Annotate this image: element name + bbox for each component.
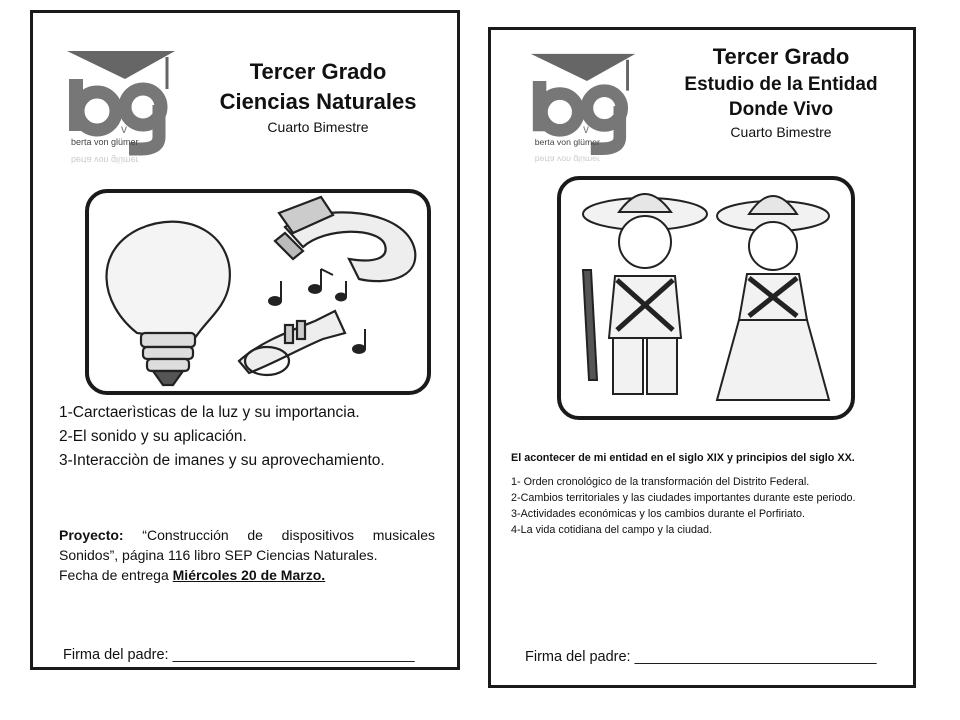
- project-paragraph: [59, 525, 435, 565]
- title-block: [198, 57, 438, 137]
- topic-item: 3-Interacciòn de imanes y su aprovechamiento.: [59, 452, 385, 469]
- trumpet-icon: [239, 311, 345, 375]
- svg-text:v: v: [121, 122, 127, 136]
- topic-item: 2-El sonido y su aplicación.: [59, 428, 247, 445]
- flyer-estudio-entidad: [488, 27, 916, 688]
- school-logo: [527, 46, 643, 174]
- svg-text:berta von glümer: berta von glümer: [534, 136, 600, 147]
- science-illustration: [85, 189, 431, 395]
- due-date-line: [59, 565, 435, 585]
- parent-signature-line: Firma del padre: ______________________________: [525, 649, 877, 665]
- period-label: Cuarto Bimestre: [267, 119, 369, 135]
- topic-item: 4-La vida cotidiana del campo y la ciudad.: [511, 524, 713, 536]
- project-label: Proyecto:: [59, 527, 124, 543]
- grade-title: Tercer Grado: [712, 44, 850, 69]
- topic-list: [511, 450, 895, 538]
- period-label: Cuarto Bimestre: [730, 124, 832, 140]
- subject-title-line1: Estudio de la Entidad: [684, 74, 878, 95]
- topic-item: 1-Carctaerìsticas de la luz y su importancia.: [59, 404, 360, 421]
- svg-text:berta von glümer: berta von glümer: [71, 155, 139, 165]
- school-logo: [63, 45, 183, 173]
- light-bulb-icon: [106, 222, 229, 385]
- magnet-icon: [275, 197, 415, 281]
- topic-item: 1- Orden cronológico de la transformación del Distrito Federal.: [511, 476, 810, 488]
- subject-title: Ciencias Naturales: [219, 89, 417, 114]
- boy-figure-icon: [583, 194, 707, 394]
- topic-item: 2-Cambios territoriales y las ciudades importantes durante este periodo.: [511, 492, 856, 504]
- topic-intro: El acontecer de mi entidad en el siglo XIX y principios del siglo XX.: [511, 452, 855, 464]
- project-description: “Construcción de dispositivos musicales Sonidos”, página 116 libro SEP Ciencias Naturales.: [59, 527, 435, 563]
- project-section: [59, 525, 435, 585]
- subject-title-line2: Donde Vivo: [728, 99, 834, 120]
- svg-text:berta von glümer: berta von glümer: [71, 137, 139, 147]
- flyer-ciencias-naturales: [30, 10, 460, 670]
- svg-text:v: v: [583, 123, 589, 137]
- grade-title: Tercer Grado: [249, 59, 387, 84]
- due-date: Miércoles 20 de Marzo.: [172, 567, 326, 583]
- parent-signature-line: Firma del padre: ______________________________: [63, 647, 415, 663]
- revolution-children-illustration: [557, 176, 855, 420]
- topic-item: 3-Actividades económicas y los cambios durante el Porfiriato.: [511, 508, 806, 520]
- topic-list: [59, 401, 435, 473]
- title-block: [666, 42, 896, 142]
- svg-text:berta von glümer: berta von glümer: [534, 154, 600, 165]
- girl-figure-icon: [717, 196, 829, 400]
- due-label: Fecha de entrega: [59, 567, 173, 583]
